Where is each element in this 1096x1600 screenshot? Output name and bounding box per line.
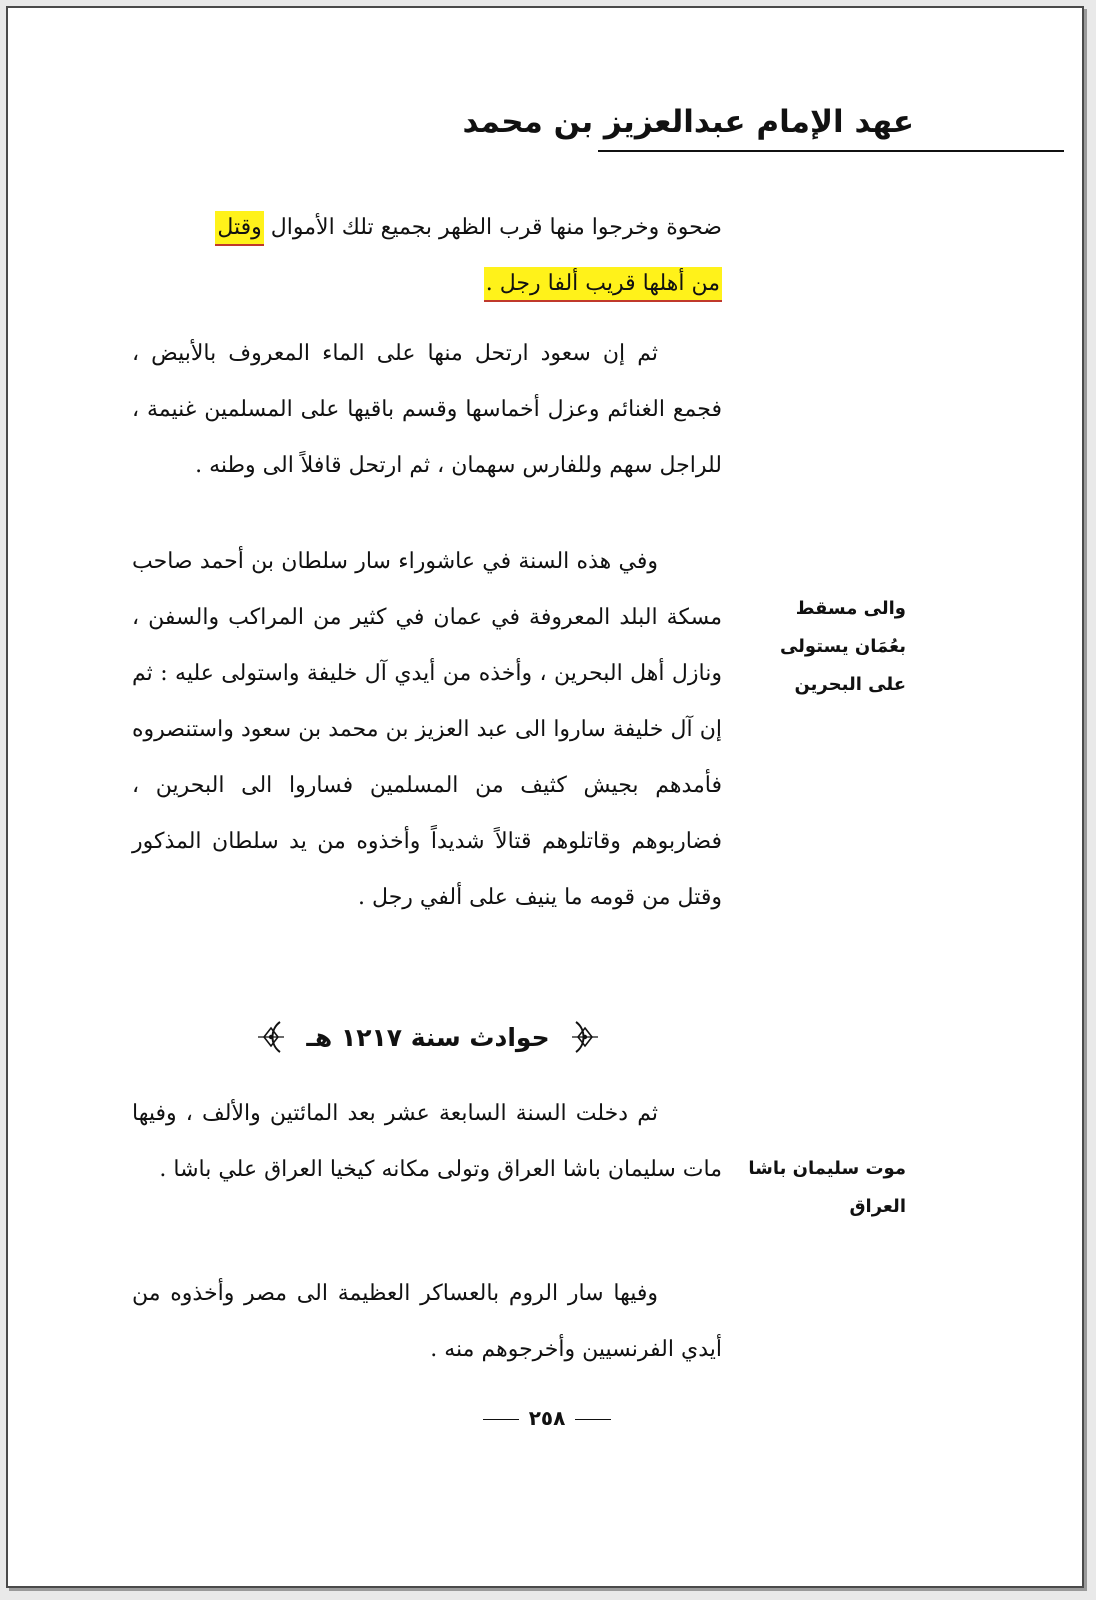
highlighted-phrase: من أهلها قريب ألفا رجل . (484, 267, 722, 302)
paragraph-5-text: وفيها سار الروم بالعساكر العظيمة الى مصر وأخذوه من أيدي الفرنسيين وأخرجوهم منه . (132, 1281, 722, 1362)
page-number-dash-right (575, 1419, 611, 1420)
section-heading (208, 1020, 648, 1054)
page-number-dash-left (483, 1419, 519, 1420)
page-number (8, 1406, 1086, 1430)
header-rule (598, 150, 1064, 152)
paragraph-4 (132, 1086, 722, 1198)
section-heading-title: حوادث سنة ١٢١٧ هـ (306, 1022, 550, 1052)
paragraph-2-text: ثم إن سعود ارتحل منها على الماء المعروف بالأبيض ، فجمع الغنائم وعزل أخماسها وقسم باقيها على المسلمين غنيمة ، للراجل سهم وللفارس سهمان ، ثم ارتحل قافلاً الى وطنه . (132, 341, 722, 478)
highlighted-word: وقتل (215, 211, 263, 246)
paragraph-1-text: ضحوة وخرجوا منها قرب الظهر بجميع تلك الأموال (263, 215, 722, 240)
paragraph-1 (132, 200, 722, 312)
page-number-value: ٢٥٨ (528, 1406, 566, 1430)
paragraph-5 (132, 1266, 722, 1378)
running-header: عهد الإمام عبدالعزيز بن محمد (462, 104, 914, 140)
paragraph-2 (132, 326, 722, 494)
ornament-right-icon (572, 1020, 598, 1054)
margin-note-iraq: موت سليمان باشا العراق (748, 1158, 906, 1217)
paragraph-4-text: ثم دخلت السنة السابعة عشر بعد المائتين والألف ، وفيها مات سليمان باشا العراق وتولى مكانه كيخيا العراق علي باشا . (132, 1101, 722, 1182)
ornament-left-icon (258, 1020, 284, 1054)
paragraph-3-text: وفي هذه السنة في عاشوراء سار سلطان بن أحمد صاحب مسكة البلد المعروفة في عمان في كثير من المراكب والسفن ، ونازل أهل البحرين ، وأخذه من أيدي آل خليفة واستولى عليه : ثم إن آل خليفة ساروا الى عبد العزيز بن محمد بن سعود واستنصروه فأمدهم بجيش كثيف من المسلمين فساروا الى البحرين ، فضاربوهم وقاتلوهم قتالاً شديداً وأخذوه من يد سلطان المذكور وقتل من قومه ما ينيف على ألفي رجل . (132, 549, 722, 910)
document-page (6, 6, 1084, 1588)
paragraph-3 (132, 534, 722, 926)
margin-note-bahrain: والى مسقط بعُمَان يستولى على البحرين (779, 598, 906, 695)
